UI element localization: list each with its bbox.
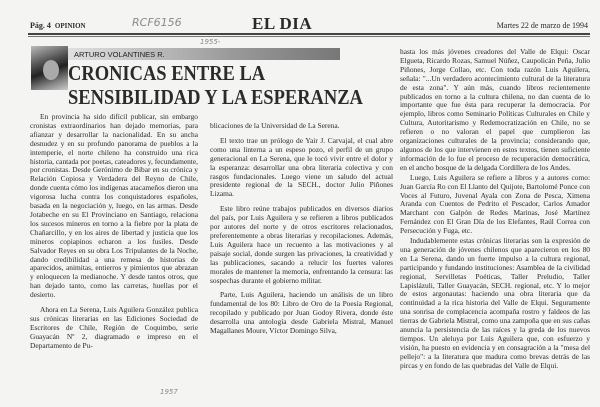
paragraph: Luego, Luis Aguilera se refiere a libros y a autores como: Juan García Ro con El Llanto del Quijote, Bartolomé Ponce con Voces al Futuro, Juvenal Ayala con Zona de Pesca, Ximena Aranda con Cuentos de Pedrito el Pescador, Carlos Amador Marchant con Galpón de Redes Marinas, José Martínez Fernández con El Gran Día de los Elefantes, Raúl Correa con Persecución y Fuga, etc. bbox=[400, 172, 590, 236]
article-column-3 bbox=[400, 48, 590, 371]
article-column-2 bbox=[210, 122, 393, 342]
handwritten-note: 1957 bbox=[160, 388, 178, 396]
section-name: OPINION bbox=[54, 22, 86, 30]
paragraph: Indudablemente estas crónicas literarias son la expresión de una generación de jóvenes chilenos que aparecieron en los 80 en La Serena, dando un fuerte impulso a la cultura regional, participando y fundando instituciones: Asamblea de la civilidad regional, Servilletas Poéticas, Taller Preludio, Taller Lapislázuli, Taller Guayacán, SECH. regional, etc. Y lo mejor de estos argonautas: haciendo una obra literaria que da continuidad a la rica historia del Valle de Elqui. Seguramente una sonrisa de complacencia acompaña rostro y faldeos de las tierras de Gabriela Mistral, como una zampoña que en sus cañas anuncia la persistencia de las raíces y la greda de los nuevos tiempos. Un aleluya por Luis Aguilera que, con esfuerzo y visión, ha puesto en evidencia y en consagración a la "mesa del pellejo": a la literatura que madura como brevas detrás de las pircas y en fondo de las quebradas del Valle de Elqui. bbox=[400, 236, 590, 370]
headline-line-2: SENSIBILIDAD Y LA ESPERANZA bbox=[68, 85, 363, 109]
headline-line-1: CRONICAS ENTRE LA bbox=[68, 61, 266, 85]
paragraph: hasta los más jóvenes creadores del Valle de Elqui: Oscar Elgueta, Ricardo Rozas, Samuel Núñez, Caupolicán Peña, Julio Piñones, Jorge Collao, etc. Con toda razón Luis Aguilera, señala: "...Un verdadero acontecimiento cultural de la literatura de esta zona". Y aún más, cuando libros recientemente publicados en torno a la cultura chilena, no dan cuenta de lo importante que fue ésta para recuperar la democracia. Por ejemplo, libros como Seminario Políticas Culturales en Chile y Cultura, Autoritarismo y Redemocratización en Chile, no se refieren o no valoran el papel que cumplieron las organizaciones culturales de la provincia; considerando que, algunos de los que intervienen en estos textos, tienen suficiente información de lo fue el proceso de recuperación democrática, en el ancho bosque de la delgada Cordillera de los Andes. bbox=[400, 47, 590, 172]
handwritten-note: 1955- bbox=[200, 38, 221, 46]
paragraph: Este libro reúne trabajos publicados en diversos diarios del país, por Luis Aguilera y se refieren a libros publicados por autores del norte y de otros escritores relacionados, preferentemente a obras literarias y recopilaciones. Además, Luis Aguilera hace un recuento a las motivaciones y al paisaje social, donde surgen las privaciones, la creatividad y las publicaciones, sacando a relucir los fuertes valores morales de mantener la memoria, enfrentando la censura: las sospechas durante el gobierno militar. bbox=[210, 204, 393, 285]
paragraph: blicaciones de la Universidad de La Serena. bbox=[210, 121, 340, 130]
newspaper-masthead: EL DIA bbox=[252, 14, 313, 33]
author-photo bbox=[31, 46, 68, 90]
article-column-1 bbox=[30, 113, 198, 357]
page-section-label bbox=[30, 21, 86, 30]
paragraph: En provincia ha sido difícil publicar, sin embargo cronistas extraordinarios han dejado memorias, para afianzar y desarrollar la nacionalidad. En su ancha desnudez y en su profundo panorama de pueblos a la intemperie, el norte chileno ha construido una rica historia, cantada por poetas, cateadores y, fecundamente, por cronistas. Desde Gerónimo de Bibar en su crónica y Relación Copiosa y Verdadera del Reyno de Chile, donde cuenta cómo los indígenas atacameños dieron una vigorosa lucha contra los conquistadores españoles, basada en la negociación y, luego, en las armas. Desde Jotabeche en su El Provinciano en Santiago, relaciona los sucesos mineros en torno a la fiebre por la plata de Chañarcillo, y en los aires de libertad y justicia que los mineros copiapinos echaron a los fusiles. Desde Salvador Reyes en su obra Los Tripulantes de la Noche, dando credibilidad a una remesa de historias de aparecidos, animitas, entierros y pimientos que abrazan y enloquecen la medianoche. Y desde tantos otros, que han dejado tanto, como las carretas, huellas por el desierto. bbox=[30, 112, 198, 300]
article-headline bbox=[68, 61, 363, 109]
paragraph: Ahora en La Serena, Luis Aguilera González publica sus crónicas literarias en las Ediciones Sociedad de Escritores de Chile, Región de Coquimbo, serie Guayacán Nº 2, diagramado e impreso en el Departamento de Pu- bbox=[30, 305, 198, 350]
header-rule-thin bbox=[28, 36, 590, 37]
handwritten-catalog-code: RCF6156 bbox=[132, 16, 182, 29]
page-number: Pág. 4 bbox=[30, 21, 51, 30]
issue-date: Martes 22 de marzo de 1994 bbox=[496, 21, 588, 30]
author-byline: ARTURO VOLANTINES R. bbox=[74, 50, 165, 59]
paragraph: El texto trae un prólogo de Yair J. Carvajal, el cual abre como una linterna a un espeso pozo, el perfil de un grupo generacional en La Serena, que le tocó vivir entre el dolor y la esperanza: desarrollar una obra literaria colectiva y con rasgos fundacionales. Luego viene un saludo del actual presidente regional de la SECH., doctor Julio Piñones Lizama. bbox=[210, 135, 393, 199]
header-rule bbox=[28, 33, 590, 35]
paragraph: Parte, Luis Aguilera, haciendo un análisis de un libro fundamental de los 80: Libro de Oro de la Poesía Regional, recopilado y publicado por Juan Godoy Rivera, donde éste desarrolla una antología desde Gabriela Mistral, Manuel Magallanes Moure, Víctor Domingo Silva, bbox=[210, 290, 393, 336]
